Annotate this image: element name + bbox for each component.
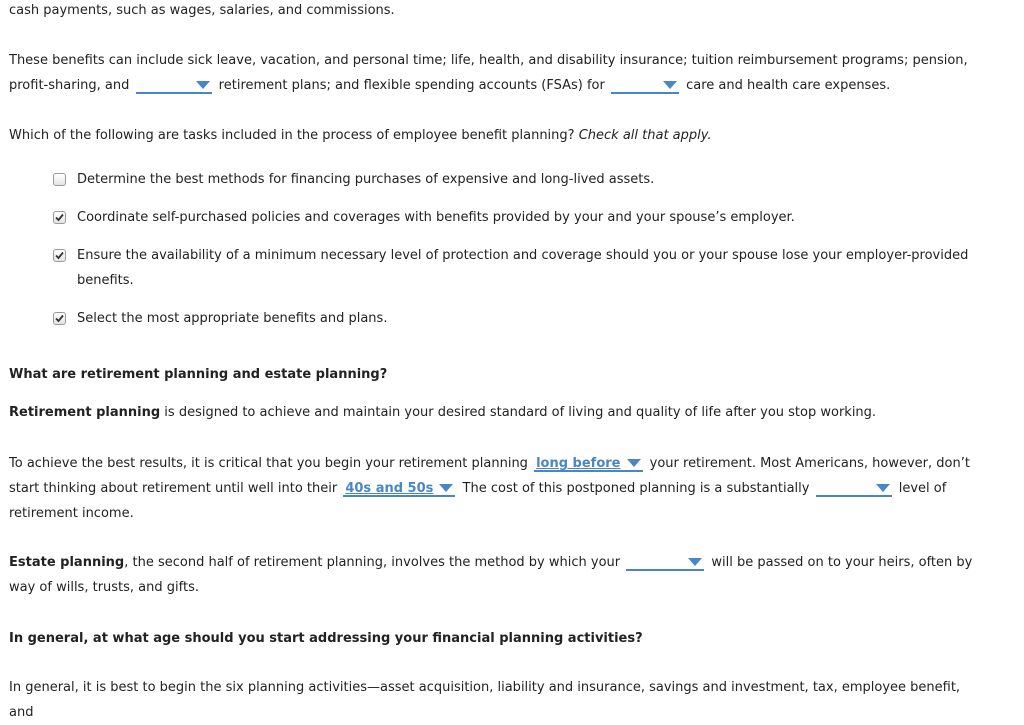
retirement-text-3: The cost of this postponed planning is a substantially	[462, 481, 810, 496]
check-icon	[55, 251, 64, 260]
check-icon	[55, 213, 64, 222]
dropdown-value: long before	[536, 456, 621, 471]
intro-text	[9, 0, 984, 23]
chevron-down-icon	[439, 484, 453, 492]
question-text: Which of the following are tasks included in the process of employee benefit planning?	[9, 128, 575, 143]
dropdown-value: 40s and 50s	[345, 481, 434, 496]
fsa-care-type-dropdown[interactable]	[611, 77, 679, 94]
age-paragraph	[9, 675, 984, 725]
chevron-down-icon	[627, 459, 641, 467]
chevron-down-icon	[196, 81, 210, 89]
checkbox-option-4[interactable]	[53, 312, 66, 325]
benefits-text-3: care and health care expenses.	[686, 78, 891, 93]
estate-paragraph	[9, 550, 984, 600]
option-label-3: Ensure the availability of a minimum necessary level of protection and coverage should you or your spouse lose your employer-provided benefits.	[77, 248, 969, 288]
retirement-term: Retirement planning	[9, 405, 161, 420]
option-row-3[interactable]	[53, 243, 984, 293]
option-row-4[interactable]	[53, 306, 984, 331]
retirement-text-1: To achieve the best results, it is critical that you begin your retirement planning	[9, 456, 528, 471]
chevron-down-icon	[876, 484, 890, 492]
income-level-dropdown[interactable]	[816, 480, 892, 497]
age-range-dropdown[interactable]	[343, 480, 455, 497]
checkbox-option-3[interactable]	[53, 249, 66, 262]
retirement-definition-text: is designed to achieve and maintain your desired standard of living and quality of life after you stop working.	[164, 405, 877, 420]
checkbox-option-1[interactable]	[53, 173, 66, 186]
chevron-down-icon	[663, 81, 677, 89]
retirement-plan-type-dropdown[interactable]	[136, 77, 212, 94]
retirement-heading-text: What are retirement planning and estate planning?	[9, 367, 388, 382]
retirement-text-4: level of retirement income.	[9, 481, 947, 521]
check-icon	[55, 314, 64, 323]
question-prompt	[9, 123, 984, 148]
estate-text-2: will be passed on to your heirs, often by way of wills, trusts, and gifts.	[9, 555, 973, 595]
age-heading	[9, 626, 984, 651]
intro-line: cash payments, such as wages, salaries, and commissions.	[9, 3, 395, 18]
option-label-4: Select the most appropriate benefits and plans.	[77, 311, 388, 326]
option-row-1[interactable]	[53, 167, 984, 192]
timing-dropdown[interactable]	[534, 455, 642, 472]
retirement-paragraph	[9, 451, 984, 526]
age-heading-text: In general, at what age should you start addressing your financial planning activities?	[9, 631, 643, 646]
retirement-text-2: your retirement. Most Americans, however, don’t start thinking about retirement until well into their	[9, 456, 970, 496]
chevron-down-icon	[688, 558, 702, 566]
benefits-paragraph	[9, 48, 984, 98]
option-label-2: Coordinate self-purchased policies and coverages with benefits provided by your and your spouse’s employer.	[77, 210, 795, 225]
estate-term: Estate planning	[9, 555, 125, 570]
benefits-text-1: These benefits can include sick leave, vacation, and personal time; life, health, and disability insurance; tuition reimbursement programs; pension, profit-sharing, and	[9, 53, 968, 93]
retirement-heading	[9, 362, 984, 387]
age-text: In general, it is best to begin the six planning activities—asset acquisition, liability and insurance, savings and investment, tax, employee benefit, and	[9, 680, 961, 720]
option-label-1: Determine the best methods for financing purchases of expensive and long-lived assets.	[77, 172, 655, 187]
checkbox-option-2[interactable]	[53, 211, 66, 224]
benefits-text-2: retirement plans; and flexible spending accounts (FSAs) for	[218, 78, 605, 93]
retirement-definition	[9, 400, 984, 425]
estate-text-1: , the second half of retirement planning, involves the method by which your	[124, 555, 621, 570]
estate-assets-dropdown[interactable]	[626, 554, 704, 571]
option-row-2[interactable]	[53, 205, 984, 230]
question-hint: Check all that apply.	[578, 128, 712, 143]
